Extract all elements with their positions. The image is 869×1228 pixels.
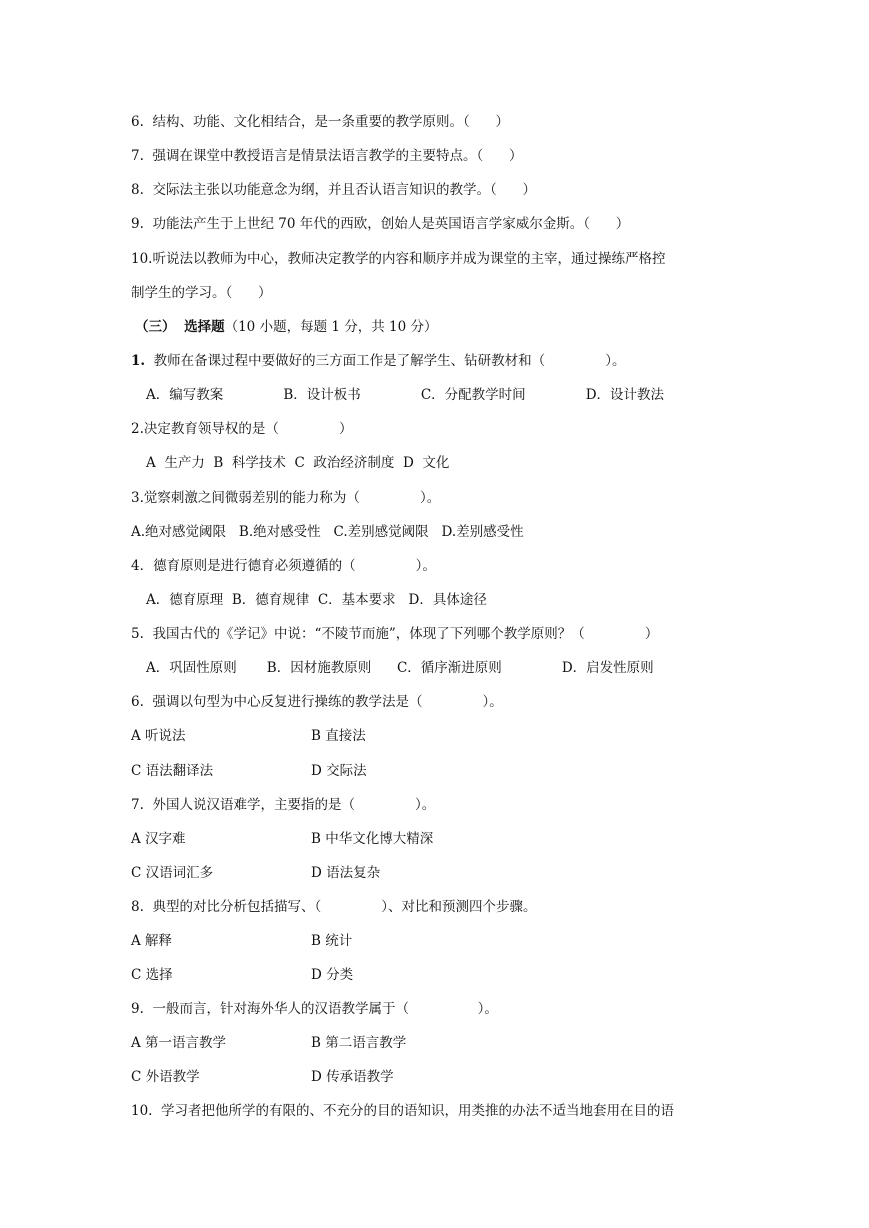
section-number: （三）	[135, 319, 176, 335]
question-4-options: A．德育原理 B．德育规律 C．基本要求 D．具体途径	[146, 592, 487, 608]
tf-item-7: 7. 强调在课堂中教授语言是情景法语言教学的主要特点。（ ）	[131, 148, 523, 164]
question-2-stem: 2.决定教育领导权的是（ ）	[131, 421, 353, 437]
question-8-option-a: A 解释	[131, 933, 173, 949]
question-9-option-a: A 第一语言教学	[131, 1035, 227, 1051]
question-4-stem: 4．德育原则是进行德育必须遵循的（ ）。	[131, 558, 436, 574]
tf-item-9: 9. 功能法产生于上世纪 70 年代的西欧，创始人是英国语言学家威尔金斯。（ ）	[131, 216, 630, 232]
section-note: （10 小题，每题 1 分，共 10 分）	[224, 319, 438, 335]
question-1-number: 1.	[131, 353, 146, 369]
question-3-options: A.绝对感觉阈限 B.绝对感受性 C.差别感觉阈限 D.差别感受性	[131, 524, 524, 540]
tf-item-6: 6. 结构、功能、文化相结合，是一条重要的教学原则。（ ）	[131, 114, 509, 130]
question-9-option-c: C 外语教学	[131, 1069, 200, 1085]
question-8-option-b: B 统计	[311, 933, 353, 949]
question-6-stem: 6. 强调以句型为中心反复进行操练的教学法是（ ）。	[131, 694, 503, 710]
question-6-option-b: B 直接法	[311, 728, 366, 744]
question-5-options: A．巩固性原则 B．因材施教原则 C．循序渐进原则 D．启发性原则	[146, 660, 654, 676]
question-7-option-d: D 语法复杂	[311, 865, 381, 881]
question-10-stem: 10. 学习者把他所学的有限的、不充分的目的语知识，用类推的办法不适当地套用在目的语	[131, 1103, 675, 1119]
question-8-stem: 8. 典型的对比分析包括描写、（ ）、对比和预测四个步骤。	[131, 899, 537, 915]
question-1-stem: 1. 教师在备课过程中要做好的三方面工作是了解学生、钻研教材和（ ）。	[131, 353, 626, 369]
section-title: 选择题	[184, 319, 225, 335]
tf-item-10-line1: 10.听说法以教师为中心，教师决定教学的内容和顺序并成为课堂的主宰，通过操练严格控	[131, 251, 666, 267]
question-8-option-d: D 分类	[311, 967, 354, 983]
tf-item-10-line2: 制学生的学习。（ ）	[131, 285, 272, 301]
question-7-option-b: B 中华文化博大精深	[311, 831, 434, 847]
question-3-stem: 3.觉察刺激之间微弱差别的能力称为（ ）。	[131, 490, 441, 506]
question-7-stem: 7. 外国人说汉语难学，主要指的是（ ）。	[131, 797, 436, 813]
question-8-option-c: C 选择	[131, 967, 173, 983]
question-1-options: A．编写教案 B．设计板书 C．分配教学时间 D．设计教法	[146, 387, 665, 403]
question-7-option-c: C 汉语词汇多	[131, 865, 214, 881]
section-heading	[135, 317, 438, 337]
question-9-stem: 9. 一般而言，针对海外华人的汉语教学属于（ ）。	[131, 1001, 498, 1017]
question-2-options: A 生产力 B 科学技术 C 政治经济制度 D 文化	[146, 455, 450, 471]
question-6-option-d: D 交际法	[311, 763, 367, 779]
question-6-option-c: C 语法翻译法	[131, 763, 214, 779]
question-9-option-b: B 第二语言教学	[311, 1035, 407, 1051]
question-7-option-a: A 汉字难	[131, 831, 186, 847]
question-5-stem: 5. 我国古代的《学记》中说：“不陵节而施”，体现了下列哪个教学原则？（ ）	[131, 626, 659, 642]
question-9-option-d: D 传承语教学	[311, 1069, 394, 1085]
question-6-option-a: A 听说法	[131, 728, 186, 744]
tf-item-8: 8. 交际法主张以功能意念为纲，并且否认语言知识的教学。（ ）	[131, 182, 536, 198]
